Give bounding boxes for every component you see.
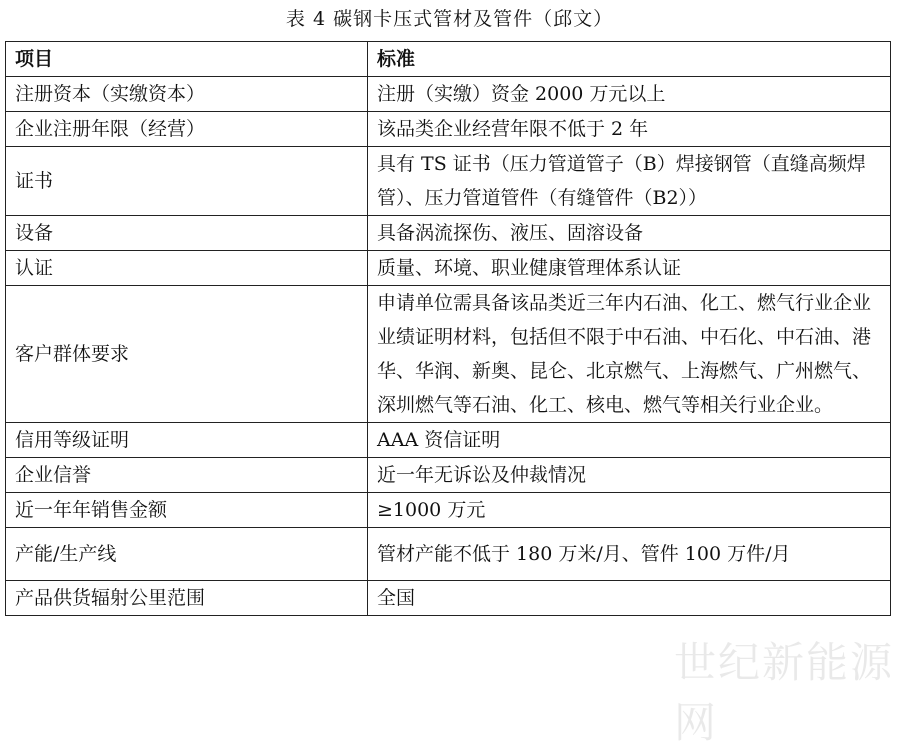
watermark-text: 世纪新能源网 <box>674 638 895 747</box>
row-item: 认证 <box>6 251 368 286</box>
row-standard: 具有 TS 证书（压力管道管子（B）焊接钢管（直缝高频焊管）、压力管道管件（有缝管件（B2）） <box>368 147 891 216</box>
row-item: 客户群体要求 <box>6 286 368 423</box>
requirements-table <box>5 41 891 616</box>
table-row <box>6 493 891 528</box>
row-item: 证书 <box>6 147 368 216</box>
header-standard: 标准 <box>368 42 891 77</box>
row-item: 注册资本（实缴资本） <box>6 77 368 112</box>
table-row <box>6 458 891 493</box>
table-header-row <box>6 42 891 77</box>
row-standard: 注册（实缴）资金 2000 万元以上 <box>368 77 891 112</box>
row-standard: AAA 资信证明 <box>368 423 891 458</box>
row-standard: 质量、环境、职业健康管理体系认证 <box>368 251 891 286</box>
table-row <box>6 528 891 581</box>
header-item: 项目 <box>6 42 368 77</box>
table-row <box>6 147 891 216</box>
row-item: 企业注册年限（经营） <box>6 112 368 147</box>
row-standard: ≥1000 万元 <box>368 493 891 528</box>
row-standard: 该品类企业经营年限不低于 2 年 <box>368 112 891 147</box>
table-row <box>6 251 891 286</box>
row-item: 产能/生产线 <box>6 528 368 581</box>
row-item: 近一年年销售金额 <box>6 493 368 528</box>
row-standard: 具备涡流探伤、液压、固溶设备 <box>368 216 891 251</box>
row-item: 信用等级证明 <box>6 423 368 458</box>
table-row <box>6 581 891 616</box>
row-standard: 管材产能不低于 180 万米/月、管件 100 万件/月 <box>368 528 891 581</box>
row-item: 设备 <box>6 216 368 251</box>
table-row <box>6 423 891 458</box>
row-item: 企业信誉 <box>6 458 368 493</box>
table-caption: 表 4 碳钢卡压式管材及管件（邱文） <box>285 8 614 30</box>
row-standard: 近一年无诉讼及仲裁情况 <box>368 458 891 493</box>
row-standard: 申请单位需具备该品类近三年内石油、化工、燃气行业企业业绩证明材料，包括但不限于中石油、中石化、中石油、港华、华润、新奥、昆仑、北京燃气、上海燃气、广州燃气、深圳燃气等石油、化工、核电、燃气等相关行业企业。 <box>368 286 891 423</box>
table-row <box>6 112 891 147</box>
table-row <box>6 77 891 112</box>
table-row <box>6 216 891 251</box>
row-standard: 全国 <box>368 581 891 616</box>
row-item: 产品供货辐射公里范围 <box>6 581 368 616</box>
table-row <box>6 286 891 423</box>
